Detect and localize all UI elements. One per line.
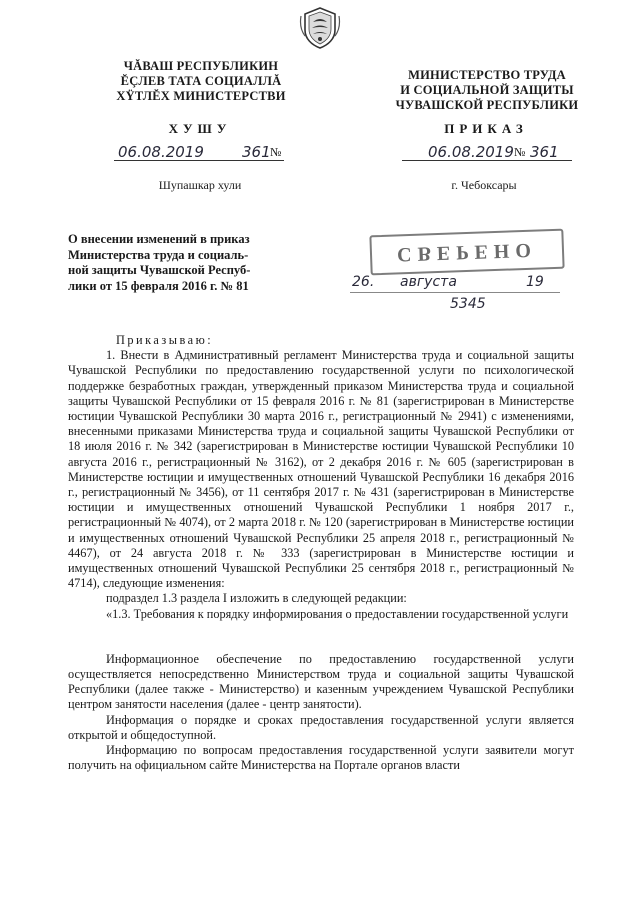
left-header-line2: ĔÇЛЕВ ТАТА СОЦИАЛЛĂ (120, 74, 282, 88)
paragraph-1: 1. Внести в Административный регламент Министерства труда и социальной защиты Чувашской Республики по предоставлению государственной услуги по психологической поддержке безработных граждан, утвержденный приказом Министерства труда и социальной защиты Чувашской Республики от 15 февраля 2016 г. № 81 (зарегистрирован в Министерстве юстиции Чувашской Республики 30 марта 2016 г., регистрационный № 2941) с изменениями, внесенными приказами Министерства труда и социальной защиты Чувашской Республики от 18 июля 2016 г. № 342 (зарегистрирован в Министерстве юстиции Чувашской Республики 10 августа 2016 г., регистрационный № 3162), от 2 декабря 2016 г. № 605 (зарегистрирован в Министерстве юстиции и имущественных отношений Чувашской Республики 16 декабря 2016 г., регистрационный № 3456), от 11 сентября 2017 г. № 431 (зарегистрирован в Министерстве юстиции и имущественных отношений Чувашской Республики 1 ноября 2017 г., регистрационный № 4074), от 2 марта 2018 г. № 120 (зарегистрирован в Министерстве юстиции и имущественных отношений Чувашской Республики 25 апреля 2018 г., регистрационный № 4467), от 24 августа 2018 г. № 333 (зарегистрирован в Министерстве юстиции и имущественных отношений Чувашской Республики 25 сентября 2018 г., регистрационный № 4714), следующие изменения: (68, 348, 574, 591)
subject-line1: О внесении изменений в приказ (68, 232, 250, 246)
stamp-date-month: августа (400, 274, 457, 290)
left-city: Шупашкар хули (158, 178, 242, 192)
right-header-line1: МИНИСТЕРСТВО ТРУДА (408, 68, 566, 82)
coat-of-arms-icon (299, 6, 341, 50)
document-body (68, 333, 574, 773)
right-date-line (402, 143, 582, 163)
stamp-box (369, 229, 564, 276)
right-date: 06.08.2019 (428, 143, 514, 161)
registration-stamp (340, 220, 580, 320)
subject-line2: Министерства труда и социаль- (68, 247, 249, 262)
left-date: 06.08.2019 (118, 143, 204, 161)
right-number-sign: № (514, 145, 526, 159)
right-header-line2: И СОЦИАЛЬНОЙ ЗАЩИТЫ (400, 83, 574, 97)
paragraph-3: «1.3. Требования к порядку информирования о предоставлении государственной услуги (106, 606, 569, 621)
orders-line: Приказываю: (116, 333, 214, 347)
paragraph-4: Информационное обеспечение по предоставлению государственной услуги осуществляется непосредственно Министерством труда и социальной защиты Чувашской Республики (далее также - Министерство) и казенным учреждением Чувашской Республики центром занятости населения (далее - центр занятости). (68, 651, 574, 712)
right-order-word: ПРИКАЗ (444, 121, 528, 136)
left-number-sign: № (270, 145, 282, 159)
right-city: г. Чебоксары (451, 178, 517, 192)
left-date-line (114, 143, 294, 163)
left-header (96, 59, 306, 104)
left-order-word: ХУШУ (168, 121, 232, 136)
right-header-line3: ЧУВАШСКОЙ РЕСПУБЛИКИ (395, 98, 579, 112)
order-subject (68, 232, 308, 294)
stamp-reg-number: 5345 (450, 296, 486, 312)
stamp-date-day: 26. (352, 274, 375, 290)
paragraph-5: Информация о порядке и сроках предоставления государственной услуги является открытой и общедоступной. (68, 712, 574, 742)
stamp-date-underline (350, 292, 560, 293)
left-header-line1: ЧĂВАШ РЕСПУБЛИКИН (123, 59, 279, 73)
left-header-line3: ХŸТЛĔХ МИНИСТЕРСТВИ (116, 89, 286, 103)
subject-line3: ной защиты Чувашской Респуб- (68, 263, 251, 277)
right-header (382, 68, 592, 113)
right-number: 361 (530, 143, 559, 161)
paragraph-6: Информацию по вопросам предоставления государственной услуги заявители могут получить на официальном сайте Министерства на Портале органов власти (68, 743, 574, 773)
stamp-date-year: 19 (526, 274, 544, 290)
stamp-title: СВЕРЕНО (396, 238, 538, 266)
paragraph-2: подраздел 1.3 раздела I изложить в следующей редакции: (106, 591, 407, 606)
subject-line4: лики от 15 февраля 2016 г. № 81 (68, 278, 249, 293)
left-number: 361 (242, 143, 271, 161)
